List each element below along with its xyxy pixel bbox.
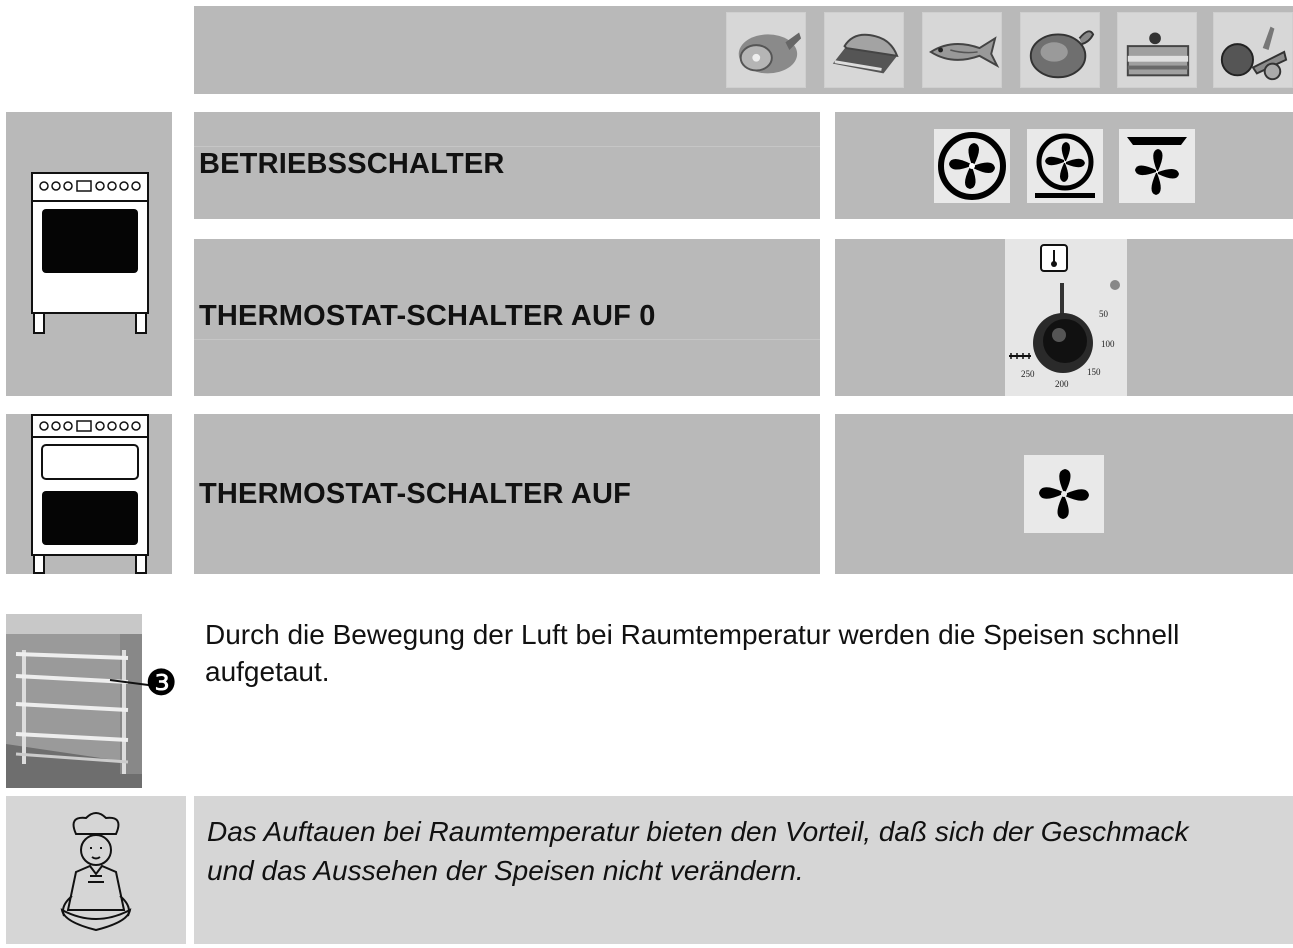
ham-icon (726, 12, 806, 88)
thermostat-dial-tile (1005, 239, 1127, 396)
dial-tick-200: 200 (1055, 379, 1069, 389)
operating-switch-label: BETRIEBSSCHALTER (199, 148, 505, 180)
dial-tick-150: 150 (1087, 367, 1101, 377)
shelf-level-callout: ❸ (145, 663, 178, 704)
double-oven-icon (30, 413, 150, 575)
thermostat-zero-label: THERMOSTAT-SCHALTER AUF 0 (199, 300, 656, 332)
dial-tick-250: 250 (1021, 369, 1035, 379)
tip-text: Das Auftauen bei Raumtemperatur bieten den Vorteil, daß sich der Geschmack und das Aussehen der Speisen nicht verändern. (207, 816, 1189, 886)
dial-tick-100: 100 (1101, 339, 1115, 349)
vegetables-icon (1213, 12, 1293, 88)
bread-icon (824, 12, 904, 88)
cake-icon (1117, 12, 1197, 88)
single-oven-icon (30, 171, 150, 335)
dial-tick-50: 50 (1099, 309, 1108, 319)
fan-bottom-heater-icon (1027, 129, 1103, 203)
description-text: Durch die Bewegung der Luft bei Raumtemperatur werden die Speisen schnell aufgetaut. (205, 619, 1180, 687)
chef-icon (46, 810, 146, 934)
fan-top-heater-icon (1119, 129, 1195, 203)
fish-icon (922, 12, 1002, 88)
poultry-icon (1020, 12, 1100, 88)
thermostat-label: THERMOSTAT-SCHALTER AUF (199, 478, 632, 510)
fan-ring-heater-icon (934, 129, 1010, 203)
fan-icon (1024, 455, 1104, 533)
